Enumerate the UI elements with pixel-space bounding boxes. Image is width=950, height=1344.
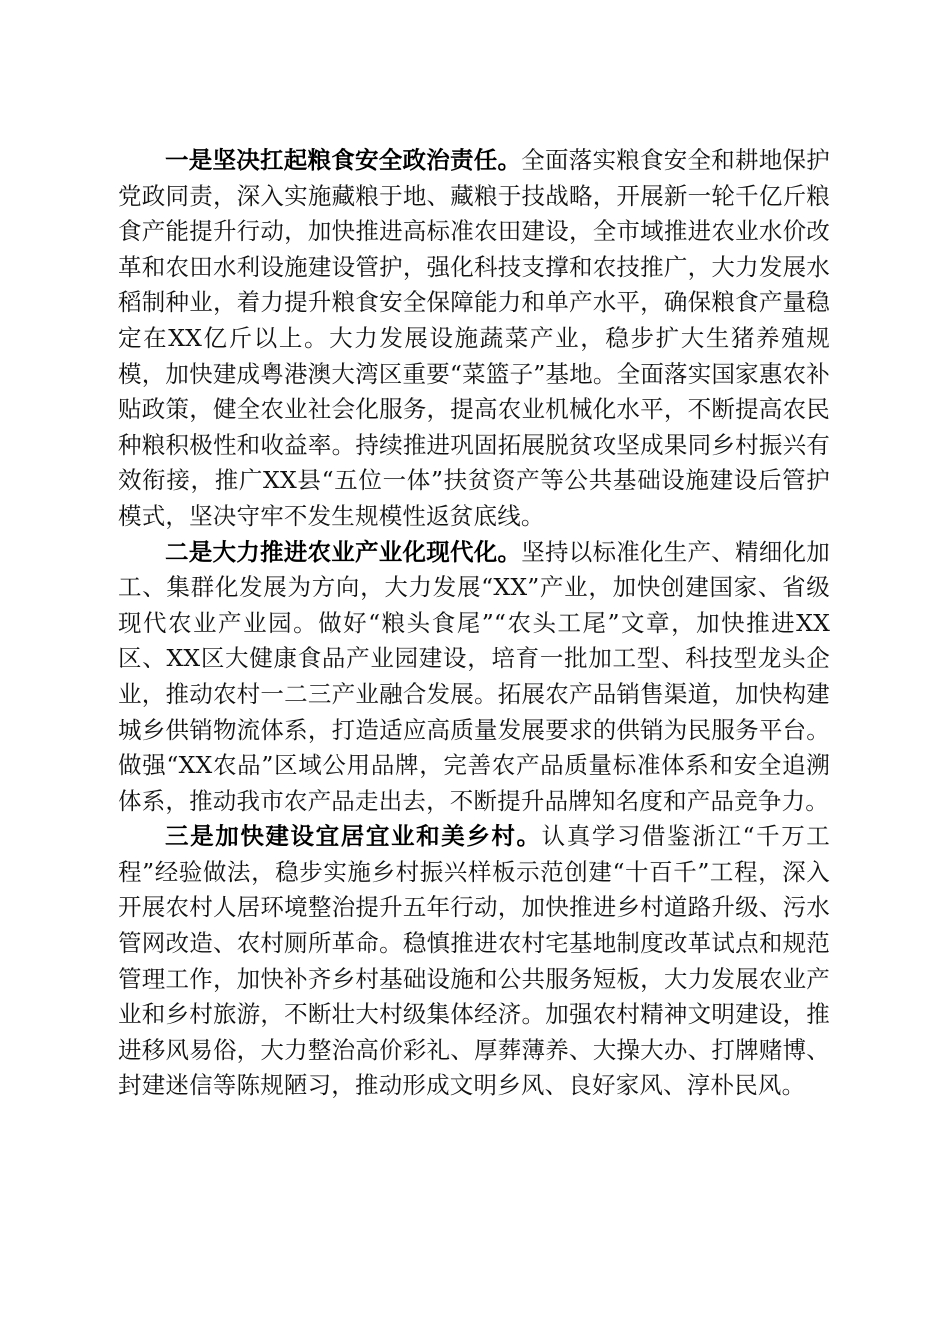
paragraph-text: 全面落实粮食安全和耕地保护党政同责，深入实施藏粮于地、藏粮于技战略，开展新一轮千亿斤粮食产能提升行动，加快推进高标准农田建设，全市域推进农业水价改革和农田水利设施建设管护，强化科技支撑和农技推广，大力发展水稻制种业，着力提升粮食安全保障能力和单产水平，确保粮食产量稳定在XX亿斤以上。大力发展设施蔬菜产业，稳步扩大生猪养殖规模，加快建成粤港澳大湾区重要“菜篮子”基地。全面落实国家惠农补贴政策，健全农业社会化服务，提高农业机械化水平，不断提高农民种粮积极性和收益率。持续推进巩固拓展脱贫攻坚成果同乡村振兴有效衔接，推广XX县“五位一体”扶贫资产等公共基础设施建设后管护模式，坚决守牢不发生规模性返贫底线。 [118,146,830,530]
paragraph-livable-villages [118,819,830,1104]
paragraph-lead: 一是坚决扛起粮食安全政治责任。 [165,146,522,174]
document-body [118,143,830,1104]
paragraph-agri-industrialization [118,535,830,820]
paragraph-text: 坚持以标准化生产、精细化加工、集群化发展为方向，大力发展“XX”产业，加快创建国家、省级现代农业产业园。做好“粮头食尾”“农头工尾”文章，加快推进XX区、XX区大健康食品产业园建设，培育一批加工型、科技型龙头企业，推动农村一二三产业融合发展。拓展农产品销售渠道，加快构建城乡供销物流体系，打造适应高质量发展要求的供销为民服务平台。做强“XX农品”区域公用品牌，完善农产品质量标准体系和安全追溯体系，推动我市农产品走出去，不断提升品牌知名度和产品竞争力。 [118,537,830,815]
paragraph-lead: 三是加快建设宜居宜业和美乡村。 [165,822,542,851]
paragraph-lead: 二是大力推进农业产业化现代化。 [165,537,522,566]
paragraph-grain-security [118,143,830,535]
paragraph-text: 认真学习借鉴浙江“千万工程”经验做法，稳步实施乡村振兴样板示范创建“十百千”工程，深入开展农村人居环境整治提升五年行动，加快推进乡村道路升级、污水管网改造、农村厕所革命。稳慎推进农村宅基地制度改革试点和规范管理工作，加快补齐乡村基础设施和公共服务短板，大力发展农业产业和乡村旅游，不断壮大村级集体经济。加强农村精神文明建设，推进移风易俗，大力整治高价彩礼、厚葬薄养、大操大办、打牌赌博、封建迷信等陈规陋习，推动形成文明乡风、良好家风、淳朴民风。 [118,822,830,1100]
